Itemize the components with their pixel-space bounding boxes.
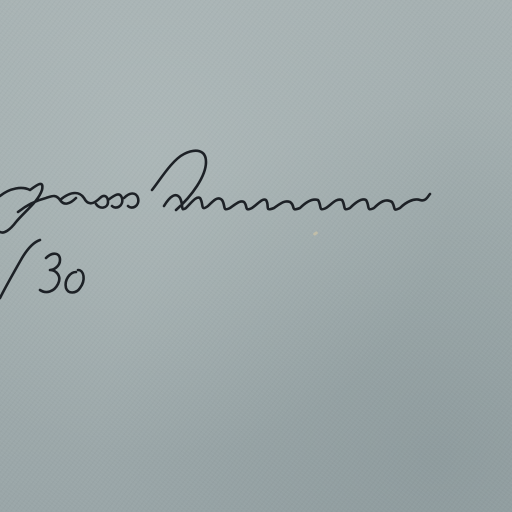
signature-stroke-museum: [152, 151, 430, 210]
date-stroke-slash: [0, 240, 40, 298]
date-stroke-zero: [66, 270, 84, 293]
signature-stroke-gross: [0, 184, 138, 233]
date-stroke-three: [40, 254, 60, 292]
